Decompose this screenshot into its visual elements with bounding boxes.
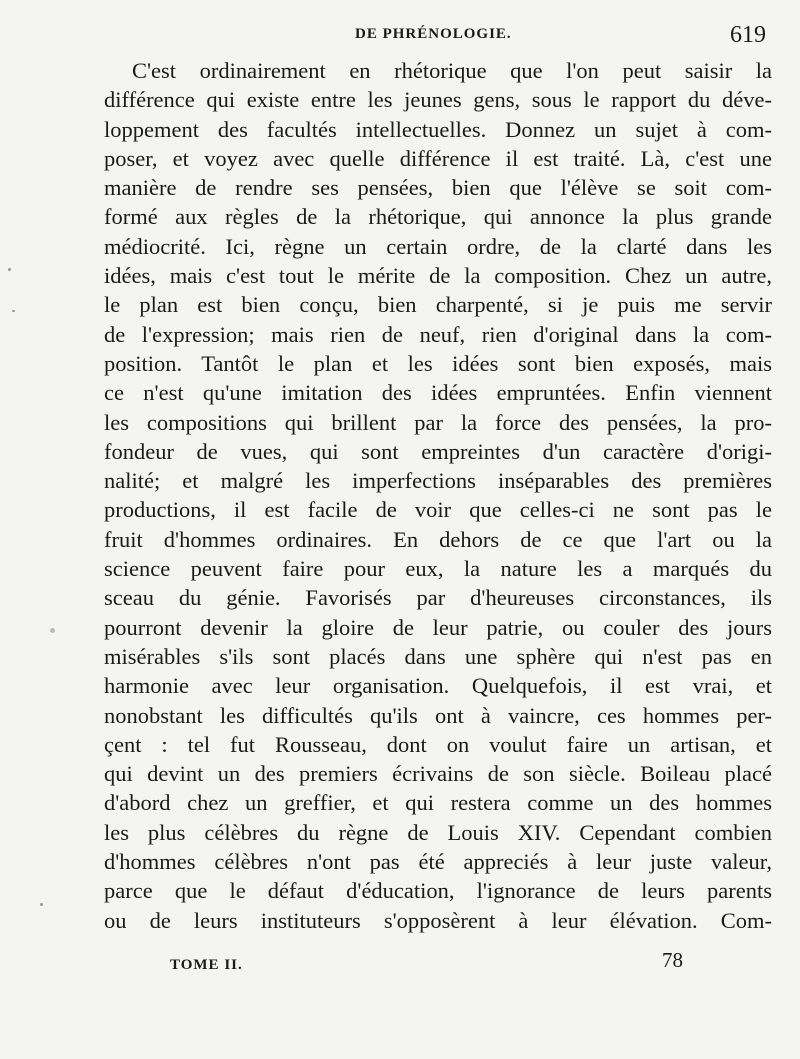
ink-speck [8,268,11,271]
text-line: les compositions qui brillent par la force des pensées, la pro- [104,409,772,435]
text-line: de l'expression; mais rien de neuf, rien d'original dans la com- [104,321,772,347]
text-line: nonobstant les difficultés qu'ils ont à vaincre, ces hommes per- [104,702,772,728]
signature-mark: TOME II. [170,957,243,973]
text-line: les plus célèbres du règne de Louis XIV. Cependant combien [104,819,772,845]
page-number: 619 [730,22,766,48]
text-line: formé aux règles de la rhétorique, qui annonce la plus grande [104,204,772,230]
text-line: harmonie avec leur organisation. Quelquefois, il est vrai, et [104,673,772,699]
text-line: d'hommes célèbres n'ont pas été appreciés à leur juste valeur, [104,849,772,875]
text-line: parce que le défaut d'éducation, l'ignorance de leurs parents [104,878,772,904]
text-line: différence qui existe entre les jeunes gens, sous le rapport du déve- [104,87,772,113]
text-line: poser, et voyez avec quelle différence il est traité. Là, c'est une [104,145,772,171]
text-line: ou de leurs instituteurs s'opposèrent à leur élévation. Com- [104,907,772,933]
ink-speck [12,310,15,312]
text-line: C'est ordinairement en rhétorique que l'on peut saisir la [132,58,772,83]
text-line: manière de rendre ses pensées, bien que l'élève se soit com- [104,175,772,201]
text-line: fruit d'hommes ordinaires. En dehors de ce que l'art ou la [104,526,772,552]
text-line: çent : tel fut Rousseau, dont on voulut faire un artisan, et [104,731,772,757]
text-line: d'abord chez un greffier, et qui restera comme un des hommes [104,790,772,816]
ink-speck [50,628,55,633]
body-paragraph [104,56,772,935]
text-line: pourront devenir la gloire de leur patrie, ou couler des jours [104,614,772,640]
text-line: science peuvent faire pour eux, la nature les a marqués du [104,556,772,582]
text-line: le plan est bien conçu, bien charpenté, si je puis me servir [104,292,772,318]
text-line: sceau du génie. Favorisés par d'heureuses circonstances, ils [104,585,772,611]
text-line: fondeur de vues, qui sont empreintes d'un caractère d'origi- [104,438,772,464]
text-line: misérables s'ils sont placés dans une sphère qui n'est pas en [104,643,772,669]
running-title: DE PHRÉNOLOGIE. [355,26,512,42]
text-line: position. Tantôt le plan et les idées sont bien exposés, mais [104,350,772,376]
text-line: idées, mais c'est tout le mérite de la composition. Chez un autre, [104,263,772,289]
signature-number: 78 [662,948,683,972]
text-line: nalité; et malgré les imperfections inséparables des premières [104,468,772,494]
text-line: ce n'est qu'une imitation des idées empruntées. Enfin viennent [104,380,772,406]
text-line: productions, il est facile de voir que celles-ci ne sont pas le [104,497,772,523]
text-line: loppement des facultés intellectuelles. Donnez un sujet à com- [104,116,772,142]
ink-speck [40,903,43,906]
text-line: qui devint un des premiers écrivains de son siècle. Boileau placé [104,761,772,787]
text-line: médiocrité. Ici, règne un certain ordre, de la clarté dans les [104,233,772,259]
